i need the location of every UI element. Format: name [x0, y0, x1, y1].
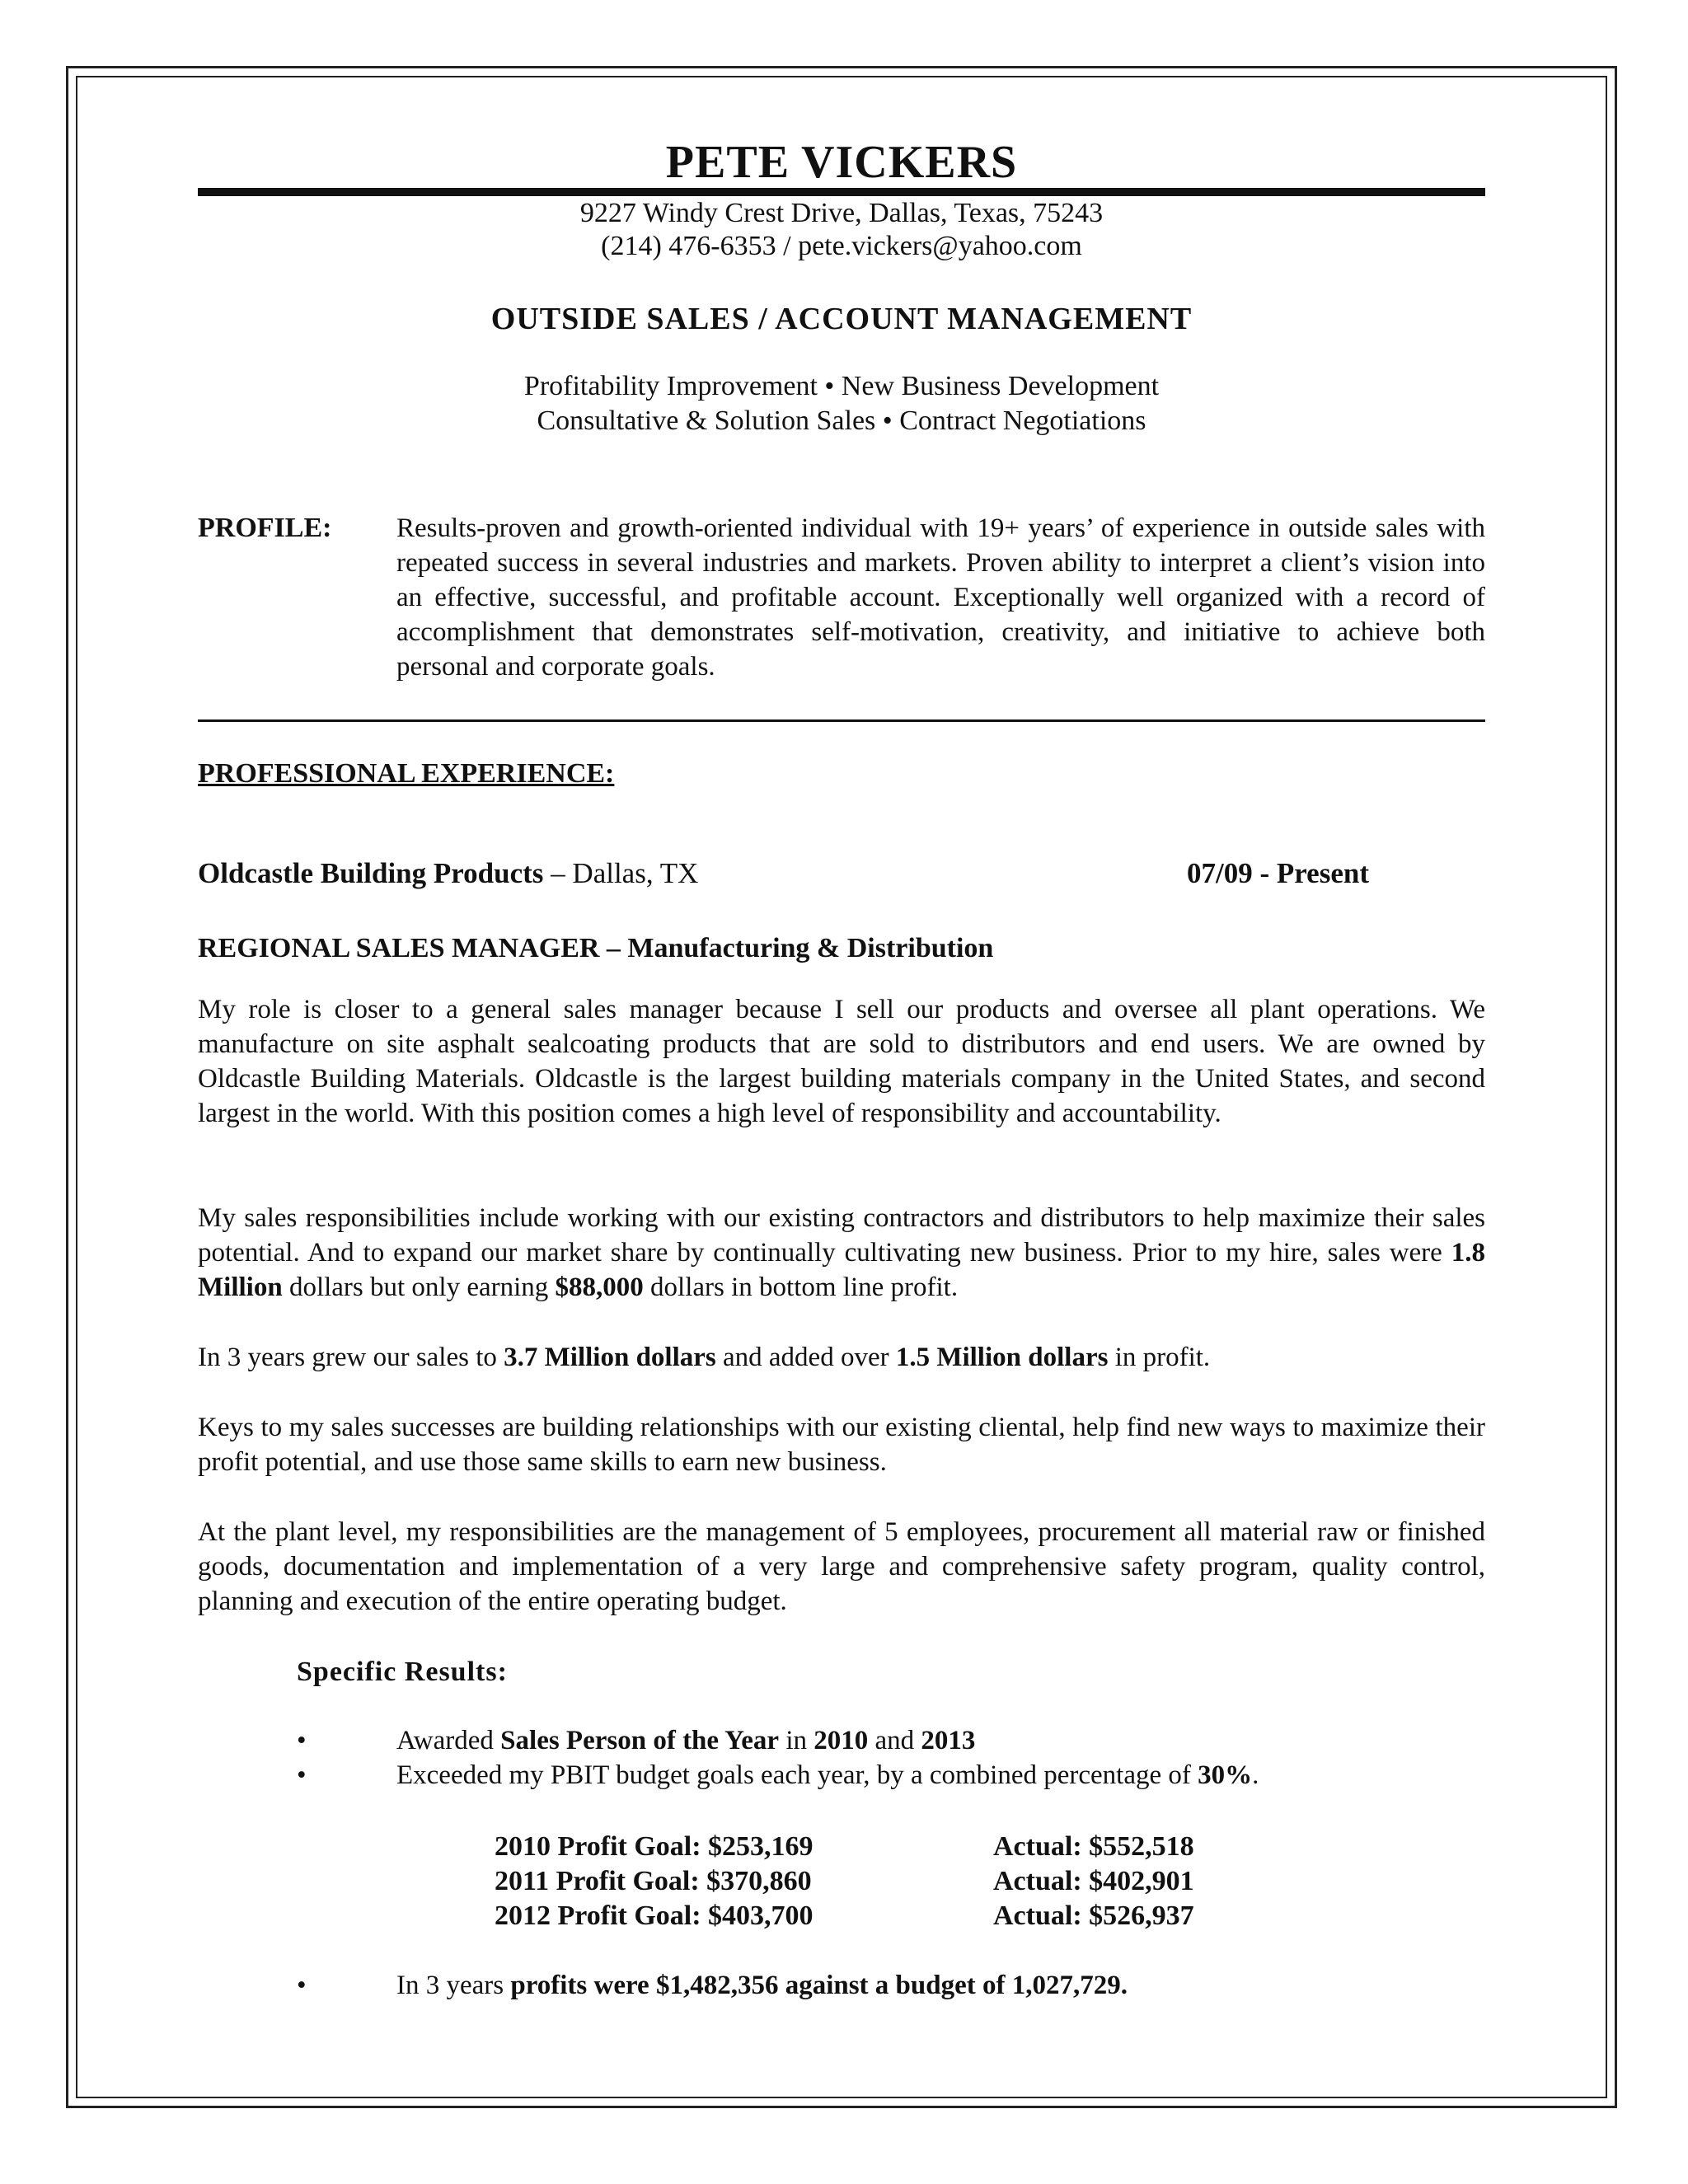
header-rule [198, 188, 1485, 196]
section-divider [198, 719, 1485, 722]
headline: OUTSIDE SALES / ACCOUNT MANAGEMENT [490, 302, 1193, 336]
goal-2011: 2011 Profit Goal: $370,860 [495, 1866, 812, 1896]
goal-2010: 2010 Profit Goal: $253,169 [495, 1831, 814, 1862]
skills-line-1: Profitability Improvement • New Business Development [523, 371, 1160, 401]
specific-results-label: Specific Results: [297, 1657, 508, 1687]
job-dates: 07/09 - Present [1187, 857, 1369, 889]
profile-text: Results-proven and growth-oriented individual with 19+ years’ of experience in outside sales with repeated success in several industries and markets. Proven ability to interpret a client’s vision into an effective, successful, and profitable account. Exceptionally well organized with a record of accomplishment that demonstrates self-motivation, creativity, and initiative to achieve both personal and corporate goals. [396, 513, 1485, 682]
experience-paragraph-3: In 3 years grew our sales to 3.7 Million dollars and added over 1.5 Million dollars in profit. [198, 1343, 1211, 1372]
profile-label: PROFILE: [198, 513, 332, 543]
goal-2012: 2012 Profit Goal: $403,700 [495, 1900, 814, 1931]
actual-2011: Actual: $402,901 [993, 1866, 1194, 1896]
bullet-1: Awarded Sales Person of the Year in 2010 and 2013 [396, 1726, 976, 1755]
experience-paragraph-5: At the plant level, my responsibilities are the management of 5 employees, procurement all material raw or finished goods, documentation and implementation of a very large and comprehensive safety program, quality control, planning and execution of the entire operating budget. [198, 1517, 1485, 1616]
bullet-1-dot: • [297, 1726, 307, 1755]
company-name: Oldcastle Building Products [198, 857, 544, 889]
experience-paragraph-1: My role is closer to a general sales manager because I sell our products and oversee all plant operations. We manufacture on site asphalt sealcoating products that are sold to distributors and end users. We are owned by Oldcastle Building Materials. Oldcastle is the largest building materials company in the United States, and second largest in the world. With this position comes a high level of responsibility and accountability. [198, 995, 1485, 1128]
resume-name: PETE VICKERS [665, 137, 1018, 188]
actual-2010: Actual: $552,518 [993, 1831, 1194, 1862]
actual-2012: Actual: $526,937 [993, 1900, 1194, 1931]
section-title-experience: PROFESSIONAL EXPERIENCE: [198, 758, 615, 789]
contact-info: (214) 476-6353 / pete.vickers@yahoo.com [601, 231, 1082, 261]
job-title: REGIONAL SALES MANAGER – Manufacturing & Distribution [198, 933, 994, 963]
company-location: – Dallas, TX [543, 857, 699, 889]
address: 9227 Windy Crest Drive, Dallas, Texas, 75243 [579, 198, 1104, 228]
bullet-3: In 3 years profits were $1,482,356 against a budget of 1,027,729. [396, 1971, 1128, 2000]
experience-paragraph-2: My sales responsibilities include working with our existing contractors and distributors to help maximize their sales potential. And to expand our market share by continually cultivating new business. Prior to my hire, sales were 1.8 Million dollars but only earning $88,000 dollars in bottom line profit. [198, 1203, 1485, 1302]
bullet-3-dot: • [297, 1971, 307, 2000]
skills-line-2: Consultative & Solution Sales • Contract Negotiations [537, 405, 1146, 436]
company-line [198, 857, 698, 890]
bullet-2-dot: • [297, 1760, 307, 1790]
experience-paragraph-4: Keys to my sales successes are building relationships with our existing cliental, help find new ways to maximize their profit potential, and use those same skills to earn new business. [198, 1413, 1485, 1477]
bullet-2: Exceeded my PBIT budget goals each year, by a combined percentage of 30%. [396, 1760, 1259, 1790]
